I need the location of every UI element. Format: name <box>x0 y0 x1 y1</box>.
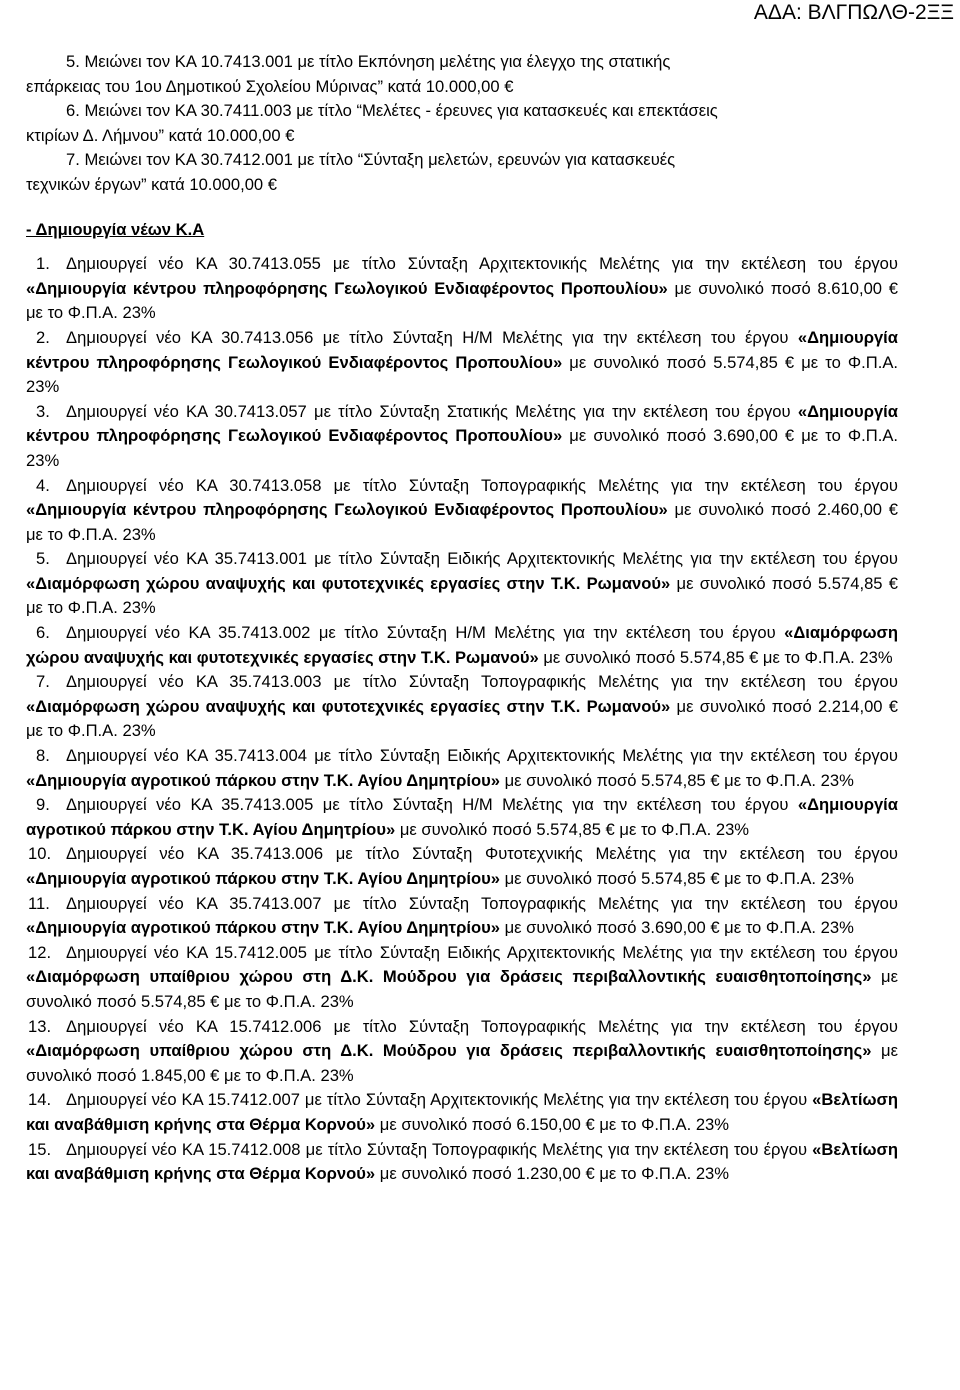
list-item <box>26 892 898 941</box>
reduction-line: επάρκειας του 1ου Δημοτικού Σχολείου Μύρινας” κατά 10.000,00 € <box>26 76 514 96</box>
list-item <box>26 1088 898 1137</box>
reduction-item <box>26 99 898 148</box>
spacer <box>26 242 898 252</box>
reduction-line: τεχνικών έργων” κατά 10.000,00 € <box>26 174 277 194</box>
item-text: Δημιουργεί νέο ΚΑ 35.7413.001 με τίτλο Σύνταξη Ειδικής Αρχιτεκτονικής Μελέτης για την εκτέλεση του έργου <box>66 549 898 569</box>
item-text: Δημιουργεί νέο ΚΑ 35.7413.005 με τίτλο Σύνταξη Η/Μ Μελέτης για την εκτέλεση του έργου <box>66 795 798 815</box>
list-item <box>26 793 898 842</box>
list-item <box>26 670 898 744</box>
item-amount: με συνολικό ποσό 8.610,00 € με το Φ.Π.Α. 23% <box>26 278 898 323</box>
project-title: «Διαμόρφωση χώρου αναψυχής και φυτοτεχνικές εργασίες στην Τ.Κ. Ρωμανού» <box>26 696 671 716</box>
item-number: 9. <box>36 795 50 815</box>
project-title: «Δημιουργία κέντρου πληροφόρησης Γεωλογικού Ενδιαφέροντος Προπουλίου» <box>26 401 898 446</box>
item-number: 8. <box>36 746 50 766</box>
list-item <box>26 400 898 474</box>
item-number: 7. <box>36 672 50 692</box>
item-amount: με συνολικό ποσό 2.214,00 € με το Φ.Π.Α. 23% <box>26 696 899 741</box>
list-item <box>26 744 898 793</box>
item-text: Δημιουργεί νέο ΚΑ 35.7413.004 με τίτλο Σύνταξη Ειδικής Αρχιτεκτονικής Μελέτης για την εκτέλεση του έργου <box>66 746 898 766</box>
reduction-line: 6. Μειώνει τον ΚΑ 30.7411.003 με τίτλο “Μελέτες - έρευνες για κατασκευές και επεκτάσεις <box>66 101 718 121</box>
list-item <box>26 547 898 621</box>
list-item <box>26 941 898 1015</box>
item-text: Δημιουργεί νέο ΚΑ 30.7413.056 με τίτλο Σύνταξη Η/Μ Μελέτης για την εκτέλεση του έργου <box>66 327 798 347</box>
project-title: «Δημιουργία αγροτικού πάρκου στην Τ.Κ. Αγίου Δημητρίου» <box>26 869 500 888</box>
item-text: Δημιουργεί νέο ΚΑ 35.7413.002 με τίτλο Σύνταξη Η/Μ Μελέτης για την εκτέλεση του έργου <box>66 623 785 643</box>
item-amount: με συνολικό ποσό 5.574,85 € με το Φ.Π.Α. 23% <box>26 967 898 1011</box>
section-heading: - Δημιουργία νέων Κ.Α <box>26 219 205 239</box>
item-text: Δημιουργεί νέο ΚΑ 30.7413.057 με τίτλο Σύνταξη Στατικής Μελέτης για την εκτέλεση του έργου <box>66 401 798 421</box>
reductions-list <box>26 50 898 198</box>
item-number: 4. <box>36 475 50 495</box>
item-number: 10. <box>28 844 52 864</box>
item-amount: με συνολικό ποσό 5.574,85 € με το Φ.Π.Α. 23% <box>499 869 854 888</box>
list-item <box>26 474 898 548</box>
item-amount: με συνολικό ποσό 5.574,85 € με το Φ.Π.Α. 23% <box>499 770 854 790</box>
ada-code: ΑΔΑ: ΒΛΓΠΩΛΘ-2ΞΞ <box>753 1 954 24</box>
item-amount: με συνολικό ποσό 1.845,00 € με το Φ.Π.Α. 23% <box>26 1041 898 1085</box>
project-title: «Δημιουργία κέντρου πληροφόρησης Γεωλογικού Ενδιαφέροντος Προπουλίου» <box>26 500 668 520</box>
document-body <box>26 50 898 1187</box>
item-number: 12. <box>28 942 52 962</box>
spacer <box>26 198 898 218</box>
item-text: Δημιουργεί νέο ΚΑ 15.7412.006 με τίτλο Σύνταξη Τοπογραφικής Μελέτης για την εκτέλεση του έργου <box>66 1016 898 1036</box>
item-text: Δημιουργεί νέο ΚΑ 35.7413.007 με τίτλο Σύνταξη Τοπογραφικής Μελέτης για την εκτέλεση του έργου <box>66 893 898 913</box>
item-text: Δημιουργεί νέο ΚΑ 15.7412.008 με τίτλο Σύνταξη Τοπογραφικής Μελέτης για την εκτέλεση του έργου <box>66 1139 813 1159</box>
list-item <box>26 1138 898 1187</box>
list-item <box>26 1015 898 1089</box>
reduction-line: 7. Μειώνει τον ΚΑ 30.7412.001 με τίτλο “Σύνταξη μελετών, ερευνών για κατασκευές <box>66 150 676 170</box>
reduction-item <box>26 148 898 197</box>
project-title: «Βελτίωση και αναβάθμιση κρήνης στα Θέρμα Κορνού» <box>26 1139 898 1184</box>
item-number: 2. <box>36 327 50 347</box>
project-title: «Διαμόρφωση υπαίθριου χώρου στη Δ.Κ. Μούδρου για δράσεις περιβαλλοντικής ευαισθητοποίησης» <box>26 967 872 987</box>
item-number: 11. <box>28 893 50 913</box>
project-title: «Δημιουργία αγροτικού πάρκου στην Τ.Κ. Αγίου Δημητρίου» <box>26 770 500 790</box>
item-text: Δημιουργεί νέο ΚΑ 15.7412.007 με τίτλο Σύνταξη Αρχιτεκτονικής Μελέτης για την εκτέλεση του έργου <box>66 1090 813 1110</box>
item-amount: με συνολικό ποσό 3.690,00 € με το Φ.Π.Α. 23% <box>499 918 854 938</box>
project-title: «Διαμόρφωση χώρου αναψυχής και φυτοτεχνικές εργασίες στην Τ.Κ. Ρωμανού» <box>26 623 898 667</box>
project-title: «Διαμόρφωση χώρου αναψυχής και φυτοτεχνικές εργασίες στην Τ.Κ. Ρωμανού» <box>26 573 671 593</box>
item-number: 14. <box>28 1090 52 1110</box>
list-item <box>26 621 898 670</box>
item-number: 15. <box>28 1139 52 1159</box>
item-amount: με συνολικό ποσό 5.574,85 € με το Φ.Π.Α. 23% <box>26 573 899 618</box>
list-item <box>26 842 898 891</box>
reduction-item <box>26 50 898 99</box>
project-title: «Διαμόρφωση υπαίθριου χώρου στη Δ.Κ. Μούδρου για δράσεις περιβαλλοντικής ευαισθητοποίησης» <box>26 1041 872 1061</box>
list-item <box>26 252 898 326</box>
project-title: «Δημιουργία κέντρου πληροφόρησης Γεωλογικού Ενδιαφέροντος Προπουλίου» <box>26 278 668 298</box>
item-text: Δημιουργεί νέο ΚΑ 35.7413.006 με τίτλο Σύνταξη Φυτοτεχνικής Μελέτης για την εκτέλεση του έργου <box>66 844 898 864</box>
project-title: «Δημιουργία αγροτικού πάρκου στην Τ.Κ. Αγίου Δημητρίου» <box>26 918 500 938</box>
item-amount: με συνολικό ποσό 3.690,00 € με το Φ.Π.Α. 23% <box>26 426 898 470</box>
item-number: 1. <box>36 254 50 274</box>
item-number: 5. <box>36 549 50 569</box>
project-title: «Δημιουργία αγροτικού πάρκου στην Τ.Κ. Αγίου Δημητρίου» <box>26 795 898 839</box>
new-ka-list <box>26 252 898 1187</box>
item-amount: με συνολικό ποσό 5.574,85 € με το Φ.Π.Α. 23% <box>26 352 898 397</box>
item-amount: με συνολικό ποσό 5.574,85 € με το Φ.Π.Α. 23% <box>395 819 750 839</box>
item-amount: με συνολικό ποσό 2.460,00 € με το Φ.Π.Α. 23% <box>26 500 898 544</box>
project-title: «Βελτίωση και αναβάθμιση κρήνης στα Θέρμα Κορνού» <box>26 1090 898 1134</box>
item-text: Δημιουργεί νέο ΚΑ 35.7413.003 με τίτλο Σύνταξη Τοπογραφικής Μελέτης για την εκτέλεση του έργου <box>66 672 898 692</box>
reduction-line: κτιρίων Δ. Λήμνου” κατά 10.000,00 € <box>26 125 295 145</box>
list-item <box>26 326 898 400</box>
item-number: 6. <box>36 623 50 643</box>
item-amount: με συνολικό ποσό 1.230,00 € με το Φ.Π.Α. 23% <box>375 1164 730 1184</box>
item-amount: με συνολικό ποσό 6.150,00 € με το Φ.Π.Α. 23% <box>375 1114 730 1134</box>
item-number: 13. <box>28 1016 52 1036</box>
project-title: «Δημιουργία κέντρου πληροφόρησης Γεωλογικού Ενδιαφέροντος Προπουλίου» <box>26 327 898 372</box>
item-text: Δημιουργεί νέο ΚΑ 30.7413.055 με τίτλο Σύνταξη Αρχιτεκτονικής Μελέτης για την εκτέλεση του έργου <box>66 254 898 274</box>
item-amount: με συνολικό ποσό 5.574,85 € με το Φ.Π.Α. 23% <box>538 647 893 667</box>
item-text: Δημιουργεί νέο ΚΑ 30.7413.058 με τίτλο Σύνταξη Τοπογραφικής Μελέτης για την εκτέλεση του έργου <box>66 475 898 495</box>
reduction-line: 5. Μειώνει τον ΚΑ 10.7413.001 με τίτλο Εκπόνηση μελέτης για έλεγχο της στατικής <box>66 52 671 71</box>
item-number: 3. <box>36 401 50 421</box>
item-text: Δημιουργεί νέο ΚΑ 15.7412.005 με τίτλο Σύνταξη Ειδικής Αρχιτεκτονικής Μελέτης για την εκτέλεση του έργου <box>66 942 898 962</box>
